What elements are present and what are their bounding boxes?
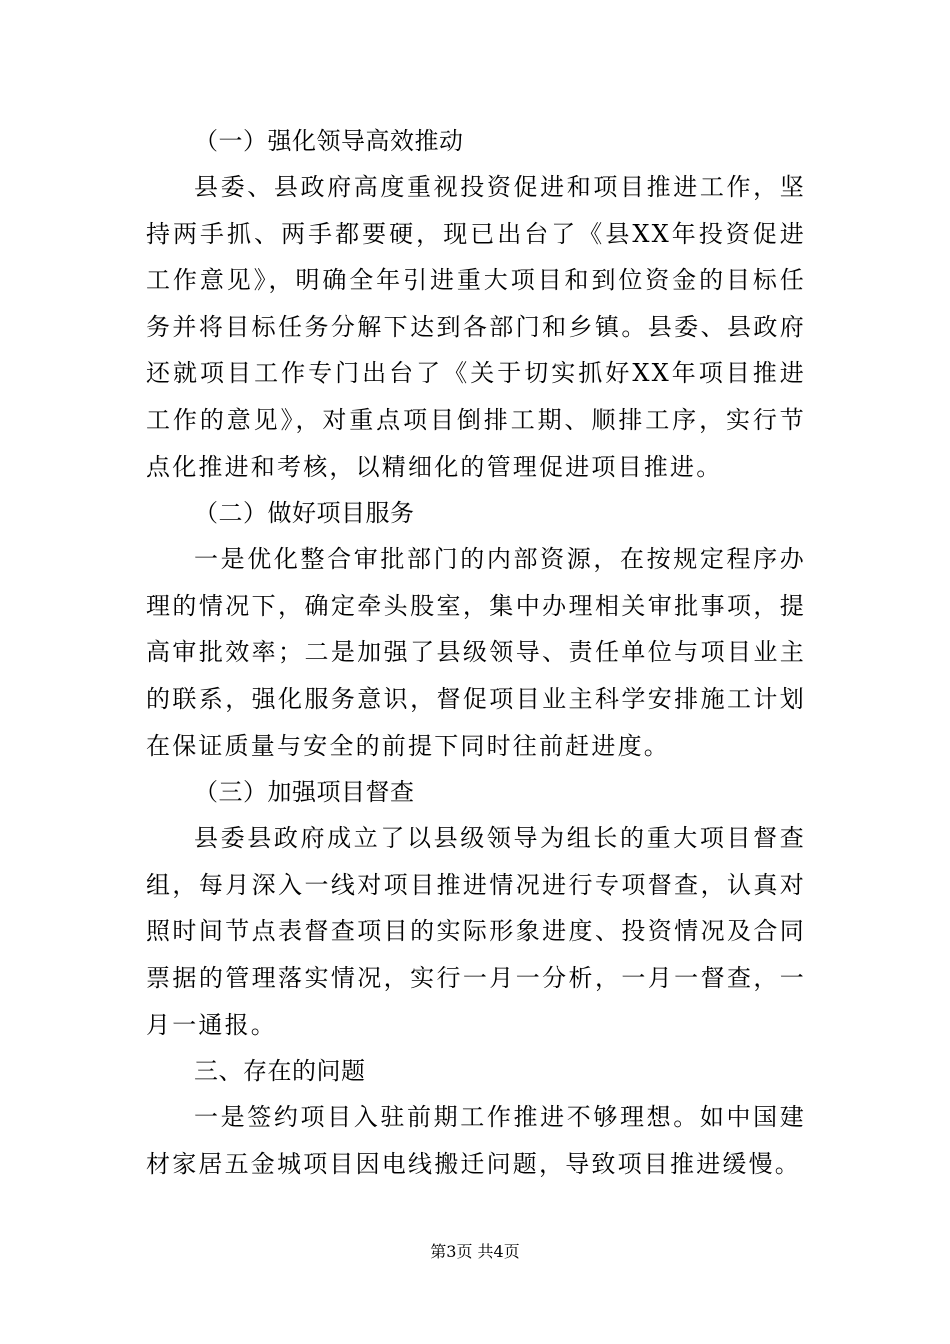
section-heading-2: （二）做好项目服务 [194, 499, 415, 528]
section-paragraph-2: 一是优化整合审批部门的内部资源，在按规定程序办理的情况下，确定牵头股室，集中办理相关审批事项，提高审批效率；二是加强了县级领导、责任单位与项目业主的联系，强化服务意识，督促项目业主科学安排施工计划在保证质量与安全的前提下同时往前赶进度。 [146, 545, 806, 760]
document-body [146, 118, 806, 1187]
section-heading-1: （一）强化领导高效推动 [194, 127, 464, 155]
section-paragraph-1: 县委、县政府高度重视投资促进和项目推进工作，坚持两手抓、两手都要硬，现已出台了《县XX年投资促进工作意见》，明确全年引进重大项目和到位资金的目标任务并将目标任务分解下达到各部门和乡镇。县委、县政府还就项目工作专门出台了《关于切实抓好XX年项目推进工作的意见》，对重点项目倒排工期、顺排工序，实行节点化推进和考核，以精细化的管理促进项目推进。 [146, 173, 806, 481]
section-paragraph-4: 一是签约项目入驻前期工作推进不够理想。如中国建材家居五金城项目因电线搬迁问题，导致项目推进缓慢。 [146, 1103, 806, 1178]
section-heading-4: 三、存在的问题 [194, 1057, 366, 1086]
section-heading-3: （三）加强项目督查 [194, 778, 415, 807]
section-paragraph-3: 县委县政府成立了以县级领导为组长的重大项目督查组，每月深入一线对项目推进情况进行专项督查，认真对照时间节点表督查项目的实际形象进度、投资情况及合同票据的管理落实情况，实行一月一分析，一月一督查，一月一通报。 [146, 824, 806, 1039]
page-number-footer: 第3页 共4页 [430, 1242, 520, 1261]
